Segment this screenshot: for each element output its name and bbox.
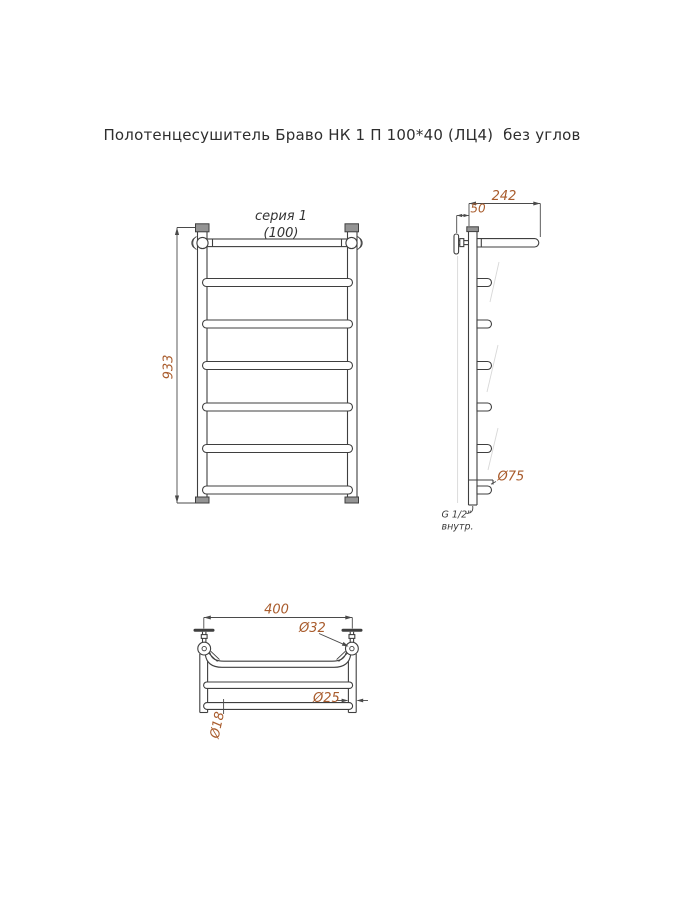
rung-stub (477, 362, 492, 370)
width-dimension-label: 400 (264, 602, 289, 618)
rung-bar (203, 486, 353, 494)
side-view (442, 189, 541, 533)
pipe-top-cap (467, 227, 479, 232)
top-bar-side (477, 239, 539, 247)
offset-dimension-label: 50 (470, 201, 486, 216)
top-view (195, 603, 368, 741)
rungs (203, 279, 353, 495)
left-mount-joint (192, 237, 208, 250)
thread-callout (442, 506, 474, 533)
wall-bracket (454, 234, 468, 254)
stand-diameter-label: Ø25 (313, 691, 340, 706)
drawing-title: Полотенцесушитель Браво НК 1 П 100*40 (ЛЦ4) без углов (103, 126, 581, 144)
rail-cap (196, 224, 210, 232)
joint-diameter-label: Ø32 (299, 621, 326, 636)
series-label: серия 1 (254, 209, 308, 224)
rung-stub (477, 279, 492, 287)
rung-bar (203, 320, 353, 328)
rail-cap (345, 224, 359, 232)
rung-bar (203, 362, 353, 370)
depth-dimension-label: 242 (491, 189, 517, 204)
height-dimension-label: 933 (161, 354, 177, 380)
rung-stub (477, 445, 492, 453)
rung-stub (477, 403, 492, 411)
curved-top-bar (205, 653, 350, 668)
thread-spec-label: G 1/2" (441, 509, 472, 521)
rung-bar-top (204, 682, 353, 688)
flange-diameter-label: Ø75 (497, 469, 525, 485)
rail-cap (196, 497, 210, 503)
width-dimension-400 (204, 603, 352, 629)
thread-note-label: внутр. (441, 521, 474, 533)
series-value-label: (100) (263, 226, 299, 241)
joint-diameter-callout (298, 621, 349, 647)
bottom-flange (469, 480, 494, 485)
stand-pipe (469, 232, 478, 506)
height-dimension-933 (162, 228, 197, 504)
rung-bar (203, 403, 353, 411)
rail-cap (345, 497, 359, 503)
front-view (162, 209, 363, 503)
rung-bar (203, 445, 353, 453)
flange-diameter-callout (491, 470, 524, 485)
rung-stub (477, 486, 492, 494)
rung-bar (203, 279, 353, 287)
rung-diameter-label: Ø18 (207, 710, 228, 740)
rung-stub (477, 320, 492, 328)
rung-stubs (477, 279, 492, 495)
right-mount-joint (346, 237, 362, 250)
